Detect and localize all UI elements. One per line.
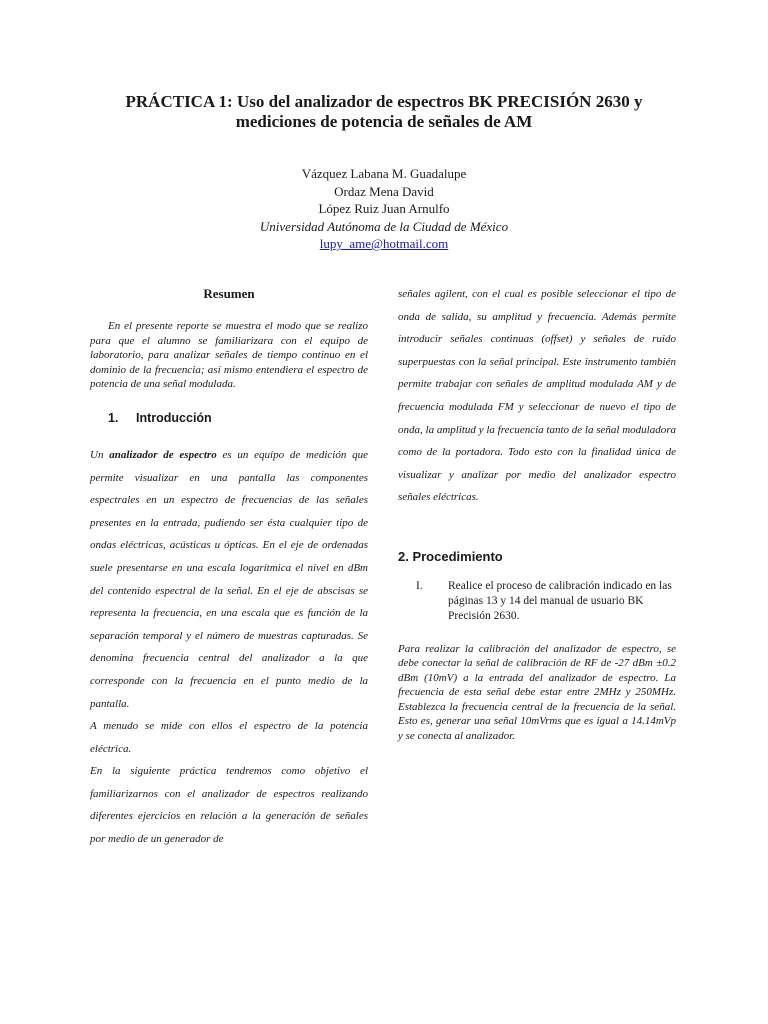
- intro-paragraph-1: [90, 444, 368, 715]
- title-line-2: mediciones de potencia de señales de AM: [235, 112, 533, 131]
- university: Universidad Autónoma de la Ciudad de México: [259, 218, 509, 234]
- intro-p1-bold-term: analizador de espectro: [109, 448, 217, 461]
- procedure-list-item: [398, 579, 676, 624]
- email-link[interactable]: lupy_ame@hotmail.com: [319, 236, 449, 251]
- intro-p1-rest: es un equipo de medición que permite visualizar en una pantalla las componentes espectrales en un espectro de frecuencias de las señales presentes en la entrada, pudiendo ser ésta cualquier tipo de ondas eléctricas, acústicas u ópticas. En el eje de ordenadas suele presentarse en una escala logarítmica el nivel en dBm del contenido espectral de la señal. En el eje de abscisas se representa la frecuencia, en una escala que es función de la separación temporal y el número de muestras capturadas. Se denomina frecuencia central del analizador a la que corresponde con la frecuencia en el punto medio de la pantalla.: [90, 448, 368, 710]
- intro-paragraph-2: A menudo se mide con ellos el espectro de la potencia eléctrica.: [90, 720, 368, 755]
- procedure-heading: 2. Procedimiento: [398, 548, 503, 564]
- author-name: Ordaz Mena David: [334, 183, 434, 199]
- paper-title: [90, 92, 678, 132]
- abstract-text: En el presente reporte se muestra el modo que se realizo para que el alumno se familiarizara con el equipo de laboratorio, para analizar señales de tiempo continuo en el dominio de la frecuencia; así mismo entendiera el espectro de potencia de una señal modulada.: [90, 320, 368, 391]
- author-name: Vázquez Labana M. Guadalupe: [301, 166, 467, 181]
- list-item-text: Realice el proceso de calibración indicado en las páginas 13 y 14 del manual de usuario BK Precisión 2630.: [448, 579, 672, 622]
- author-name: López Ruiz Juan Arnulfo: [318, 201, 450, 216]
- left-column: [90, 285, 368, 851]
- author-block: [150, 165, 618, 253]
- title-line-1: PRÁCTICA 1: Uso del analizador de espectros BK PRECISIÓN 2630 y: [125, 92, 643, 111]
- intro-heading-number: 1.: [108, 410, 119, 425]
- intro-continuation: señales agilent, con el cual es posible seleccionar el tipo de onda de salida, su amplitud y frecuencia. Además permite introducir señales continuas (offset) y señales de ruido superpuestas con la señal principal. Este instrumento también permite trabajar con señales de amplitud modulada AM y de frecuencia modulada FM y seleccionar de nuevo el tipo de onda, la amplitud y la frecuencia tanto de la señal moduladora como de la portadora. Todo esto con la finalidad única de visualizar y analizar por medio del analizador espectro señales eléctricas.: [398, 288, 676, 504]
- intro-heading-text: Introducción: [136, 410, 212, 425]
- procedure-paragraph: Para realizar la calibración del analizador de espectro, se debe conectar la señal de calibración de RF de -27 dBm ±0.2 dBm (10mV) a la entrada del analizador de espectro. La frecuencia de esta señal debe estar entre 2MHz y 250MHz. Establezca la frecuencia central de la frecuencia de la señal. Esto es, generar una señal 10mVrms que es igual a 14.14mVp y se conecta al analizador.: [398, 642, 676, 742]
- abstract-heading: Resumen: [203, 286, 255, 301]
- intro-heading: [108, 410, 368, 426]
- intro-p1-prefix: Un: [90, 448, 110, 461]
- right-column: [398, 285, 676, 743]
- list-marker: I.: [416, 579, 423, 592]
- intro-paragraph-3: En la siguiente práctica tendremos como objetivo el familiarizarnos con el analizador de espectros realizando diferentes ejercicios en relación a la generación de señales por medio de un generador de: [90, 765, 368, 846]
